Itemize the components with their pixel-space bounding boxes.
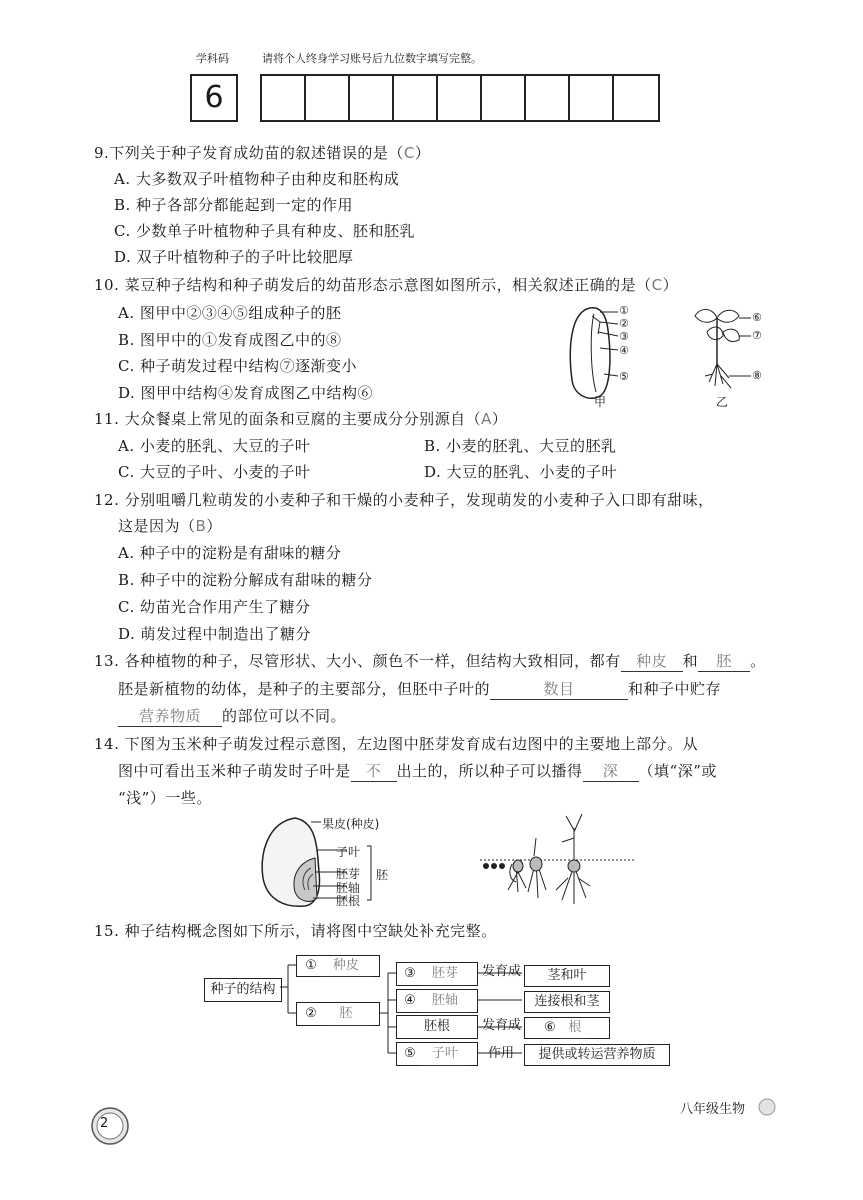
q12-option-b: B. 种子中的淀粉分解成有甜味的糖分 (118, 571, 373, 589)
concept-node-5: ⑤ 子叶 (396, 1042, 478, 1066)
fig-jia-caption: 甲 (594, 395, 607, 409)
corn-germination-diagram (478, 808, 638, 918)
corn-label-radicle: 胚根 (336, 894, 361, 908)
q13-blank-1[interactable]: 种皮 (621, 650, 683, 672)
concept-blank-5[interactable]: 子叶 (420, 1043, 470, 1066)
corn-label-pericarp: 果皮(种皮) (322, 817, 380, 831)
q15-stem: 15. 种子结构概念图如下所示，请将图中空缺处补充完整。 (94, 922, 497, 940)
q14-blank-1[interactable]: 不 (351, 760, 397, 782)
q11-stem: 11. 大众餐桌上常见的面条和豆腐的主要成分分别源自（A） (94, 410, 508, 428)
digit-cell[interactable] (526, 76, 570, 120)
page-number-badge-icon (84, 1100, 136, 1152)
q13-line2: 胚是新植物的幼体，是种子的主要部分，但胚中子叶的 数目 和种子中贮存 (118, 680, 722, 698)
q12-option-a: A. 种子中的淀粉是有甜味的糖分 (118, 544, 342, 562)
concept-node-4: ④ 胚轴 (396, 989, 478, 1013)
concept-node-radicle: 胚根 (396, 1015, 478, 1039)
fig-yi-label-8: ⑧ (752, 369, 762, 382)
q14-line1: 14. 下图为玉米种子萌发过程示意图，左边图中胚芽发育成右边图中的主要地上部分。从 (94, 735, 699, 753)
footer-grade-subject: 八年级生物 (680, 1102, 746, 1117)
digit-cell[interactable] (482, 76, 526, 120)
concept-node-3: ③ 胚芽 (396, 962, 478, 986)
concept-blank-6[interactable]: 根 (560, 1018, 590, 1039)
concept-blank-4[interactable]: 胚轴 (420, 990, 470, 1013)
fig-yi-label-7: ⑦ (752, 329, 762, 342)
fig-jia-label-5: ⑤ (619, 370, 629, 383)
concept-node-1: ① 种皮 (296, 955, 380, 977)
digit-cell[interactable] (350, 76, 394, 120)
fig-jia-label-1: ① (619, 304, 629, 317)
sun-emblem-icon (752, 1092, 782, 1122)
q10-option-d: D. 图甲中结构④发育成图乙中结构⑥ (118, 384, 374, 402)
q12-option-d: D. 萌发过程中制造出了糖分 (118, 625, 312, 643)
digit-cell[interactable] (262, 76, 306, 120)
concept-blank-3[interactable]: 胚芽 (420, 963, 470, 986)
subject-code-box: 6 (190, 74, 238, 122)
q9-option-c: C. 少数单子叶植物种子具有种皮、胚和胚乳 (114, 222, 415, 240)
digit-cell[interactable] (570, 76, 614, 120)
q9-option-b: B. 种子各部分都能起到一定的作用 (114, 196, 354, 214)
concept-blank-2[interactable]: 胚 (321, 1003, 371, 1026)
q13-blank-2[interactable]: 胚 (698, 650, 750, 672)
fig-yi-caption: 乙 (716, 395, 729, 409)
q10-option-c: C. 种子萌发过程中结构⑦逐渐变小 (118, 357, 357, 375)
q14-line2: 图中可看出玉米种子萌发时子叶是 不 出土的，所以种子可以播得 深 （填“深”或 (118, 762, 717, 780)
q13-line3: 营养物质 的部位可以不同。 (118, 705, 346, 727)
q10-option-a: A. 图甲中②③④⑤组成种子的胚 (118, 304, 342, 322)
account-digit-grid (260, 74, 660, 122)
concept-root: 种子的结构 (204, 978, 282, 1002)
concept-node-2: ② 胚 (296, 1002, 380, 1026)
digit-cell[interactable] (306, 76, 350, 120)
q14-blank-2[interactable]: 深 (583, 760, 639, 782)
fig-jia-label-4: ④ (619, 344, 629, 357)
arrow-label-develop-1: 发育成 (482, 964, 522, 979)
fig-jia-label-2: ② (619, 317, 629, 330)
q13-blank-4[interactable]: 营养物质 (118, 705, 222, 727)
q10-option-b: B. 图甲中的①发育成图乙中的⑧ (118, 331, 342, 349)
q14-line3: “浅”）一些。 (118, 789, 212, 807)
q11-option-d: D. 大豆的胚乳、小麦的子叶 (424, 463, 618, 481)
instruction-text: 请将个人终身学习账号后九位数字填写完整。 (262, 52, 482, 65)
fig-jia-label-3: ③ (619, 330, 629, 343)
q11-option-b: B. 小麦的胚乳、大豆的胚乳 (424, 437, 617, 455)
digit-cell[interactable] (438, 76, 482, 120)
subject-code-label: 学科码 (196, 52, 229, 65)
concept-result-nutrients: 提供或转运营养物质 (524, 1044, 670, 1066)
fig-yi-label-6: ⑥ (752, 311, 762, 324)
page-number: 2 (100, 1116, 109, 1131)
concept-blank-1[interactable]: 种皮 (321, 956, 371, 977)
corn-label-embryo: 胚 (376, 868, 389, 882)
q10-answer: C (651, 276, 663, 294)
q11-answer: A (481, 410, 492, 428)
q11-option-c: C. 大豆的子叶、小麦的子叶 (118, 463, 311, 481)
q10-stem: 10. 菜豆种子结构和种子萌发后的幼苗形态示意图如图所示，相关叙述正确的是（C） (94, 276, 679, 294)
digit-cell[interactable] (394, 76, 438, 120)
q12-stem-line1: 12. 分别咀嚼几粒萌发的小麦种子和干燥的小麦种子，发现萌发的小麦种子入口即有甜味， (94, 491, 714, 509)
corn-label-cotyledon: 子叶 (336, 845, 361, 859)
q9-option-a: A. 大多数双子叶植物种子由种皮和胚构成 (114, 170, 400, 188)
q12-stem-line2: 这是因为（B） (118, 517, 222, 535)
concept-result-stem-leaf: 茎和叶 (524, 965, 610, 987)
q12-answer: B (195, 517, 207, 535)
concept-result-root: ⑥ 根 (524, 1017, 610, 1039)
arrow-label-develop-2: 发育成 (482, 1018, 522, 1033)
arrow-label-use: 作用 (488, 1046, 515, 1061)
q13-blank-3[interactable]: 数目 (490, 678, 628, 700)
concept-result-connect: 连接根和茎 (524, 991, 610, 1013)
q9-option-d: D. 双子叶植物种子的子叶比较肥厚 (114, 248, 354, 266)
q13-line1: 13. 各种植物的种子，尽管形状、大小、颜色不一样，但结构大致相同，都有 种皮 和 胚 。 (94, 652, 766, 670)
q9-stem: 9.下列关于种子发育成幼苗的叙述错误的是（C） (94, 144, 431, 162)
q12-option-c: C. 幼苗光合作用产生了糖分 (118, 598, 311, 616)
digit-cell[interactable] (614, 76, 658, 120)
corn-label-plumule: 胚芽 (336, 867, 361, 881)
corn-label-hypocotyl: 胚轴 (336, 881, 361, 895)
q11-option-a: A. 小麦的胚乳、大豆的子叶 (118, 437, 311, 455)
q9-answer: C (403, 144, 415, 162)
